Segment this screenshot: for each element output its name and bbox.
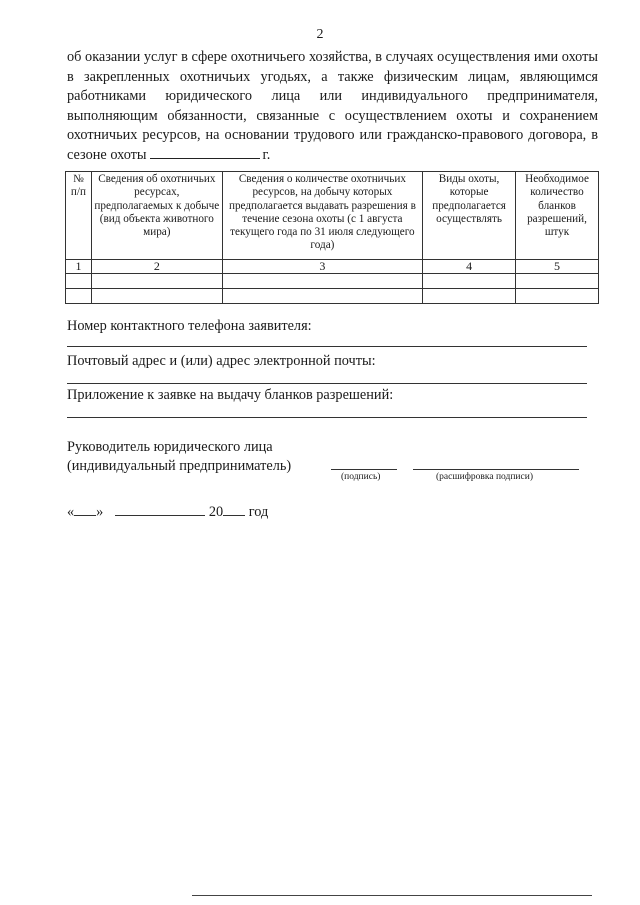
table-column-numbers	[66, 259, 599, 273]
table-cell[interactable]	[423, 273, 516, 288]
table-cell[interactable]	[66, 273, 92, 288]
header-quantity: Сведения о количестве охотничьих ресурсов, на добычу которых предполагается выдавать разрешения в течение сезона охоты (с 1 августа текущего года по 31 июля следующего года)	[222, 172, 422, 260]
table-cell[interactable]	[222, 273, 422, 288]
table-header-row	[66, 172, 599, 260]
page-number: 2	[316, 27, 324, 42]
address-label: Почтовый адрес и (или) адрес электронной почты:	[67, 353, 376, 369]
table-cell[interactable]	[91, 273, 222, 288]
header-blank-count: Необходимое количество бланков разрешений, штук	[516, 172, 599, 260]
column-number-4: 4	[423, 259, 516, 273]
table-cell[interactable]	[423, 288, 516, 303]
address-input-line[interactable]	[67, 383, 587, 384]
intro-suffix: г.	[262, 146, 271, 163]
header-resources: Сведения об охотничьих ресурсах, предполагаемых к добыче (вид объекта животного мира)	[91, 172, 222, 260]
month-blank[interactable]	[115, 503, 205, 516]
table-cell[interactable]	[222, 288, 422, 303]
intro-text: об оказании услуг в сфере охотничьего хозяйства, в случаях осуществления ими охоты в закрепленных охотничьих угодьях, а также физическим лицам, являющимся работниками юридического лица или индивидуального предпринимателя, выполняющим обязанности, связанные с осуществлением охоты и сохранением охотничьих ресурсов, на основании трудового или гражданско-правового договора, в сезоне охоты	[67, 49, 598, 163]
signature-caption: (подпись)	[341, 472, 381, 482]
year-word: год	[248, 504, 269, 520]
signature-decode-caption: (расшифровка подписи)	[436, 472, 533, 482]
header-hunting-types: Виды охоты, которые предполагается осуществлять	[423, 172, 516, 260]
table-cell[interactable]	[66, 288, 92, 303]
signatory-line-2: (индивидуальный предприниматель)	[67, 458, 292, 474]
footer-divider	[192, 895, 592, 896]
year-blank[interactable]	[223, 503, 245, 516]
column-number-2: 2	[91, 259, 222, 273]
attachment-label: Приложение к заявке на выдачу бланков разрешений:	[67, 387, 394, 403]
column-number-5: 5	[516, 259, 599, 273]
phone-input-line[interactable]	[67, 346, 587, 347]
date-row	[67, 503, 268, 521]
phone-label: Номер контактного телефона заявителя:	[67, 318, 312, 334]
table-row	[66, 273, 599, 288]
year-century: 20	[208, 504, 224, 520]
header-number: № п/п	[66, 172, 92, 260]
intro-paragraph	[67, 48, 598, 165]
signature-line[interactable]	[331, 469, 397, 470]
table-cell[interactable]	[516, 288, 599, 303]
table-cell[interactable]	[91, 288, 222, 303]
date-open-quote: «	[67, 504, 75, 520]
signatory-line-1: Руководитель юридического лица	[67, 439, 273, 455]
column-number-1: 1	[66, 259, 92, 273]
date-close-quote: »	[96, 504, 104, 520]
attachment-input-line[interactable]	[67, 417, 587, 418]
resources-table	[65, 171, 599, 304]
season-year-blank[interactable]	[150, 146, 260, 159]
day-blank[interactable]	[74, 503, 96, 516]
signature-decode-line[interactable]	[413, 469, 579, 470]
signatory-title	[67, 438, 291, 476]
table-row	[66, 288, 599, 303]
table-cell[interactable]	[516, 273, 599, 288]
column-number-3: 3	[222, 259, 422, 273]
